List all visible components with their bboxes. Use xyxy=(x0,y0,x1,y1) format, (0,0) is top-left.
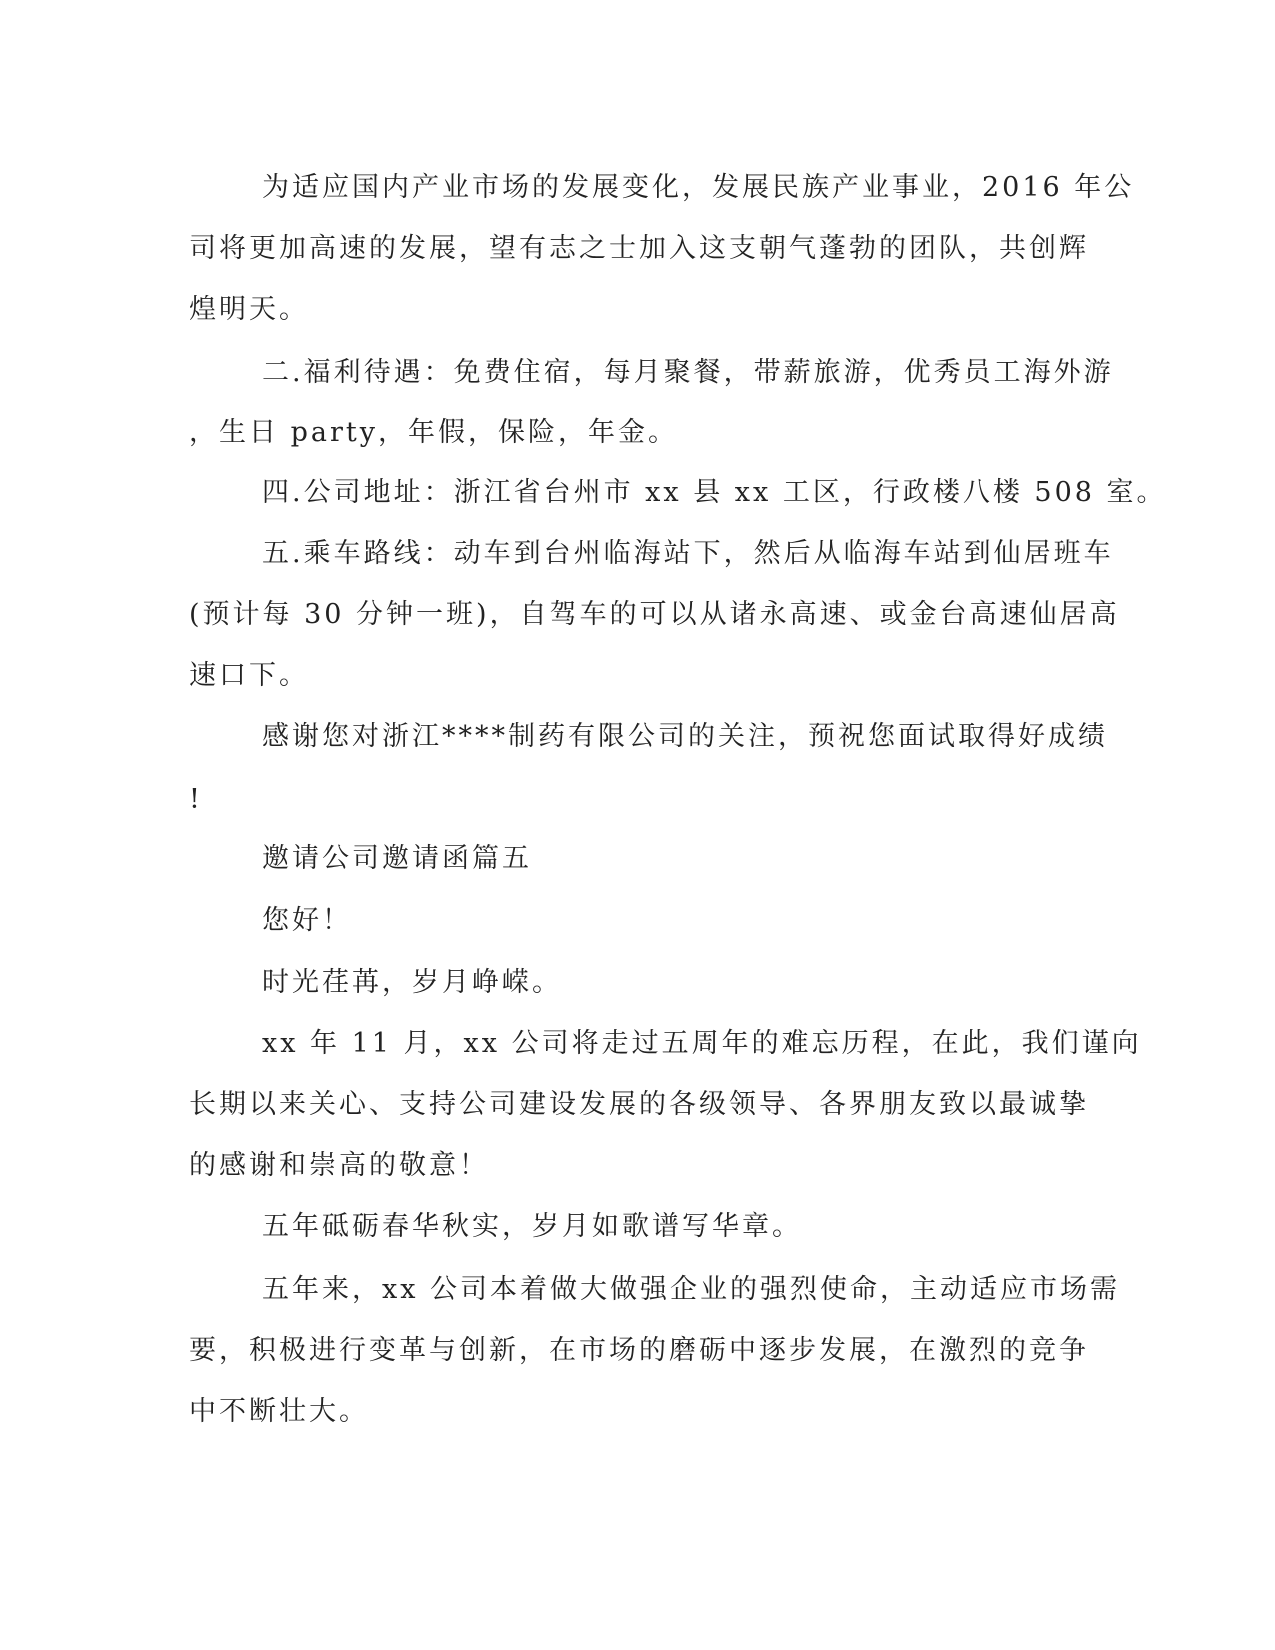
paragraph-line: 为适应国内产业市场的发展变化，发展民族产业事业，2016 年公 xyxy=(262,172,1135,203)
paragraph-line: 五.乘车路线：动车到台州临海站下，然后从临海车站到仙居班车 xyxy=(262,538,1114,569)
paragraph-line: 的感谢和崇高的敬意！ xyxy=(189,1150,489,1181)
paragraph-line: 要，积极进行变革与创新，在市场的磨砺中逐步发展，在激烈的竞争 xyxy=(189,1335,1089,1366)
paragraph-line: (预计每 30 分钟一班)，自驾车的可以从诸永高速、或金台高速仙居高 xyxy=(189,599,1120,630)
paragraph-line: 速口下。 xyxy=(189,660,309,691)
paragraph-line: 煌明天。 xyxy=(189,294,309,325)
paragraph-line: 长期以来关心、支持公司建设发展的各级领导、各界朋友致以最诚挚 xyxy=(189,1089,1089,1120)
paragraph-line: 五年来，xx 公司本着做大做强企业的强烈使命，主动适应市场需 xyxy=(262,1274,1121,1305)
paragraph-line: 五年砥砺春华秋实，岁月如歌谱写华章。 xyxy=(262,1211,802,1242)
paragraph-line: 时光荏苒，岁月峥嵘。 xyxy=(262,967,562,998)
paragraph-line: 中不断壮大。 xyxy=(189,1396,369,1427)
section-heading: 邀请公司邀请函篇五 xyxy=(262,843,532,874)
paragraph-line: 司将更加高速的发展，望有志之士加入这支朝气蓬勃的团队，共创辉 xyxy=(189,233,1089,264)
paragraph-line: ! xyxy=(189,784,203,815)
paragraph-line: 感谢您对浙江****制药有限公司的关注，预祝您面试取得好成绩 xyxy=(262,721,1108,752)
paragraph-line: 四.公司地址：浙江省台州市 xx 县 xx 工区，行政楼八楼 508 室。 xyxy=(262,477,1167,508)
paragraph-line: ，生日 party，年假，保险，年金。 xyxy=(189,417,678,448)
greeting: 您好！ xyxy=(262,905,352,936)
paragraph-line: 二.福利待遇：免费住宿，每月聚餐，带薪旅游，优秀员工海外游 xyxy=(262,357,1114,388)
paragraph-line: xx 年 11 月，xx 公司将走过五周年的难忘历程，在此，我们谨向 xyxy=(262,1028,1142,1059)
